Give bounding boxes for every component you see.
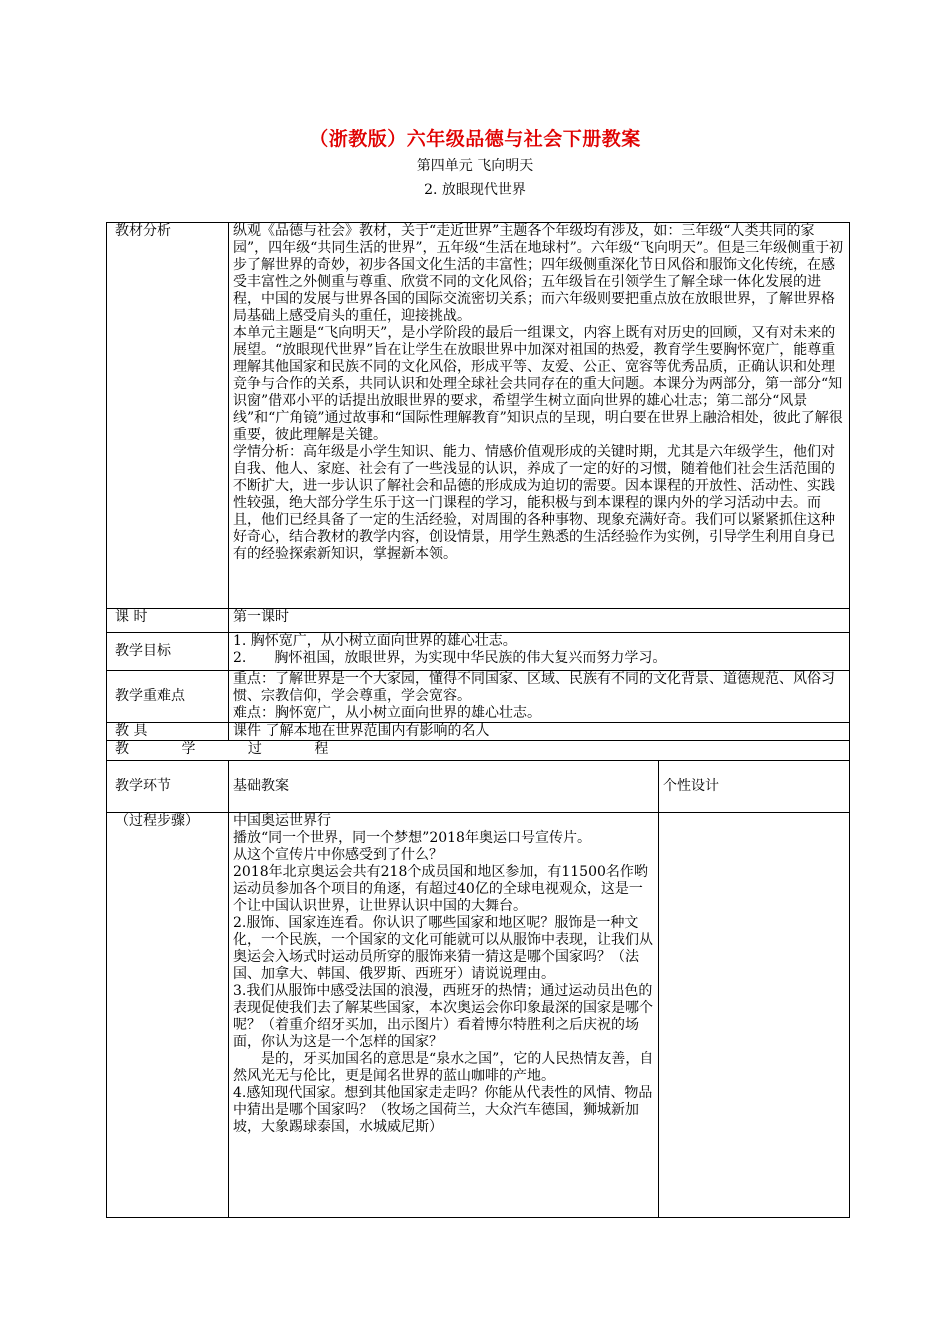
column-header-basic: 基础教案	[229, 761, 659, 813]
step-paragraph: 中国奥运世界行	[233, 813, 331, 829]
label-analysis: 教材分析	[107, 223, 229, 609]
row-process-header	[107, 741, 850, 761]
label-period: 课 时	[107, 609, 229, 633]
period-value: 第一课时	[229, 609, 850, 633]
label-goals: 教学目标	[107, 633, 229, 671]
column-header-personal: 个性设计	[659, 761, 850, 813]
lesson-title: 2. 放眼现代世界	[424, 182, 526, 198]
analysis-paragraph: 本单元主题是“飞向明天”，是小学阶段的最后一组课文，内容上既有对历史的回顾，又有对未来的展望。“放眼现代世界”旨在让学生在放眼世界中加深对祖国的热爱，教育学生要胸怀宽广，能尊重理解其他国家和民族不同的文化风俗，形成平等、友爱、公正、宽容等优秀品质，正确认识和处理竞争与合作的关系，共同认识和处理全球社会共同存在的重大问题。本课分为两部分，第一部分“知识窗”借邓小平的话提出放眼世界的要求，希望学生树立面向世界的雄心壮志；第二部分“风景线”和“广角镜”通过故事和“国际性理解教育”知识点的呈现，明白要在世界上融洽相处，彼此了解很重要，彼此理解是关键。	[233, 325, 843, 443]
step-paragraph: 2.服饰、国家连连看。你认识了哪些国家和地区呢？服饰是一种文化，一个民族，一个国家的文化可能就可以从服饰中表现，让我们从奥运会入场式时运动员所穿的服饰来猜一猜这是哪个国家吗？（法国、加拿大、韩国、俄罗斯、西班牙）请说说理由。	[233, 915, 653, 982]
row-analysis	[107, 223, 850, 609]
analysis-paragraph: 学情分析：高年级是小学生知识、能力、情感价值观形成的关键时期，尤其是六年级学生，他们对自我、他人、家庭、社会有了一些浅显的认识，养成了一定的好的习惯，随着他们社会生活范围的不断扩大，进一步认识了解社会和品德的形成成为迫切的需要。因本课程的开放性、活动性、实践性较强，绝大部分学生乐于这一门课程的学习，能积极与到本课程的课内外的学习活动中去。而且，他们已经具备了一定的生活经验，对周围的各种事物、现象充满好奇。我们可以紧紧抓住这种好奇心，结合教材的教学内容，创设情景，用学生熟悉的生活经验作为实例，引导学生利用自身已有的经验探索新知识，掌握新本领。	[233, 444, 835, 562]
label-tools: 教 具	[107, 723, 229, 741]
goal-item: 1. 胸怀宽广，从小树立面向世界的雄心壮志。	[233, 633, 517, 649]
keypoint-item: 重点：了解世界是一个大家园，懂得不同国家、区域、民族有不同的文化背景、道德规范、风俗习惯、宗教信仰，学会尊重，学会宽容。	[233, 671, 835, 704]
analysis-content	[229, 223, 850, 609]
step-paragraph: 从这个宣传片中你感受到了什么？	[233, 847, 443, 863]
goal-item: 2. 胸怀祖国，放眼世界，为实现中华民族的伟大复兴而努力学习。	[233, 650, 667, 666]
row-column-headers	[107, 761, 850, 813]
step-paragraph: 3.我们从服饰中感受法国的浪漫，西班牙的热情；通过运动员出色的表现促使我们去了解某些国家，本次奥运会你印象最深的国家是哪个呢？（着重介绍牙买加，出示图片）看着博尔特胜利之后庆祝的场面，你认为这是一个怎样的国家？	[233, 983, 653, 1050]
row-period	[107, 609, 850, 633]
row-steps	[107, 813, 850, 1218]
column-header-stage: 教学环节	[107, 761, 229, 813]
goals-content	[229, 633, 850, 671]
keypoints-content	[229, 671, 850, 723]
label-keypoints: 教学重难点	[107, 671, 229, 723]
step-paragraph: 播放“同一个世界，同一个梦想”2018年奥运口号宣传片。	[233, 830, 591, 846]
label-steps: （过程步骤）	[107, 813, 229, 1218]
lesson-plan-table	[106, 222, 850, 1218]
step-paragraph: 4.感知现代国家。想到其他国家走走吗？你能从代表性的风情、物品中猜出是哪个国家吗？（牧场之国荷兰，大众汽车德国，狮城新加坡，大象踢球泰国，水城威尼斯）	[233, 1085, 653, 1135]
tools-value: 课件 了解本地在世界范围内有影响的名人	[229, 723, 850, 741]
step-paragraph: 是的，牙买加国名的意思是“泉水之国”，它的人民热情友善，自然风光无与伦比，更是闻名世界的蓝山咖啡的产地。	[233, 1051, 654, 1084]
keypoint-item: 难点：胸怀宽广，从小树立面向世界的雄心壮志。	[233, 705, 541, 721]
page-title: （浙教版）六年级品德与社会下册教案	[309, 128, 641, 150]
unit-title: 第四单元 飞向明天	[416, 158, 534, 174]
step-paragraph: 2018年北京奥运会共有218个成员国和地区参加，有11500名作哟运动员参加各个项目的角逐，有超过40亿的全球电视观众，这是一个让中国认识世界，让世界认识中国的大舞台。	[233, 864, 648, 914]
process-header: 教 学 过 程	[107, 741, 850, 761]
personal-design-cell	[659, 813, 850, 1218]
row-goals	[107, 633, 850, 671]
row-tools	[107, 723, 850, 741]
row-keypoints	[107, 671, 850, 723]
steps-content	[229, 813, 659, 1218]
analysis-paragraph: 纵观《品德与社会》教材，关于“走近世界”主题各个年级均有涉及，如：三年级“人类共同的家园”，四年级“共同生活的世界”，五年级“生活在地球村”。六年级“飞向明天”。但是三年级侧重于初步了解世界的奇妙，初步各国文化生活的丰富性；四年级侧重深化节日风俗和服饰文化传统，在感受丰富性之外侧重与尊重、欣赏不同的文化风俗；五年级旨在引领学生了解全球一体化发展的进程，中国的发展与世界各国的国际交流密切关系；而六年级则要把重点放在放眼世界，了解世界格局基础上感受肩头的重任，迎接挑战。	[233, 223, 844, 324]
